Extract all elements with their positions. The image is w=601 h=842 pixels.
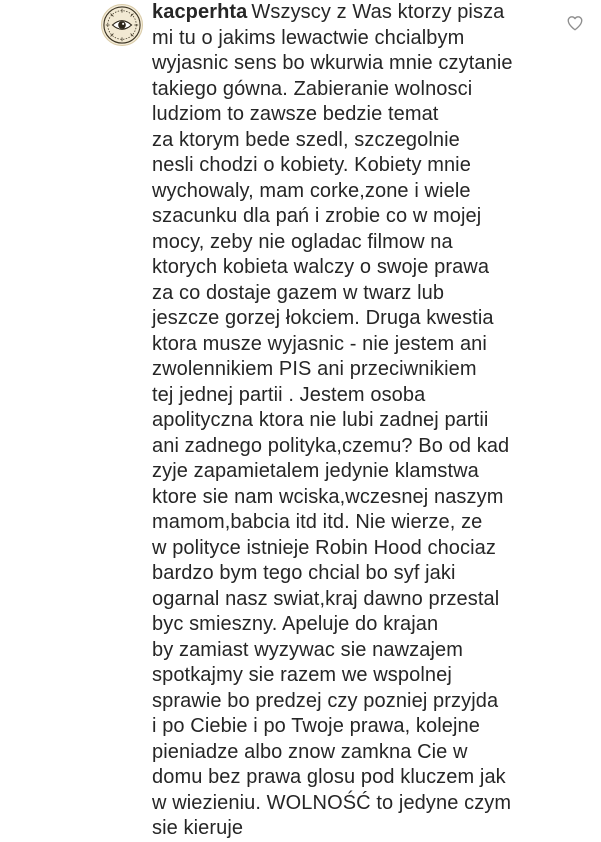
comment-line: wyjasnic sens bo wkurwia mnie czytanie — [152, 52, 513, 74]
comment-line: mamom,babcia itd itd. Nie wierze, ze — [152, 511, 483, 533]
comment-line: szacunku dla pań i zrobie co w mojej — [152, 205, 482, 227]
comment-line: tej jednej partii . Jestem osoba — [152, 383, 426, 406]
comment-line: sie kieruje — [152, 817, 244, 839]
comment-line: ludziom to zawsze bedzie temat — [152, 103, 439, 125]
comment-line: wychowaly, mam corke,zone i wiele — [152, 179, 471, 202]
comment-line: domu bez prawa glosu pod kluczem jak — [152, 766, 506, 788]
comment-line: zyje zapamietalem jedynie klamstwa — [152, 460, 479, 482]
comment-line: nesli chodzi o kobiety. Kobiety mnie — [152, 154, 471, 176]
comment-line: ani zadnego polityka,czemu? Bo od kad — [152, 434, 510, 457]
like-button[interactable] — [566, 14, 584, 32]
comment-line: apolityczna ktora nie lubi zadnej partii — [152, 409, 489, 431]
comment-line: by zamiast wyzywac sie nawzajem — [152, 638, 463, 661]
comment-line: ogarnal nasz swiat,kraj dawno przestal — [152, 587, 500, 610]
comment-line: takiego gówna. Zabieranie wolnosci — [152, 77, 473, 100]
comment-line: jeszcze gorzej łokciem. Druga kwestia — [152, 307, 494, 329]
comment-line: mocy, zeby nie ogladac filmow na — [152, 230, 453, 253]
comment-line: bardzo bym tego chcial bo syf jaki — [152, 562, 456, 584]
comment-line: spotkajmy sie razem we wspolnej — [152, 664, 452, 686]
avatar[interactable] — [101, 4, 143, 46]
comment-line: i po Ciebie i po Twoje prawa, kolejne — [152, 715, 480, 737]
comment-line: byc smieszny. Apeluje do krajan — [152, 613, 439, 635]
comment-line: ktora musze wyjasnic - nie jestem ani — [152, 332, 487, 355]
comment-line: sprawie bo predzej czy pozniej przyjda — [152, 689, 499, 712]
comment-line: pieniadze albo znow zamkna Cie w — [152, 740, 468, 763]
comment-line: ktorych kobieta walczy o swoje prawa — [152, 256, 490, 278]
comment-line: za co dostaje gazem w twarz lub — [152, 281, 445, 304]
comment-line: w polityce istnieje Robin Hood chociaz — [152, 536, 496, 559]
comment-line: w wiezieniu. WOLNOŚĆ to jedyne czym — [152, 791, 512, 814]
comment-line: mi tu o jakims lewactwie chcialbym — [152, 26, 465, 49]
heart-outline-icon — [566, 14, 584, 32]
comment-line: za ktorym bede szedl, szczegolnie — [152, 128, 460, 151]
comment-line: zwolennikiem PIS ani przeciwnikiem — [152, 358, 477, 380]
comment-line: kacperhta Wszyscy z Was ktorzy pisza — [152, 1, 505, 23]
eye-emblem-avatar-icon — [102, 5, 142, 45]
comment-text — [152, 0, 552, 842]
comment-line: ktore sie nam wciska,wczesnej naszym — [152, 485, 504, 508]
comment-username[interactable]: kacperhta — [152, 1, 248, 23]
